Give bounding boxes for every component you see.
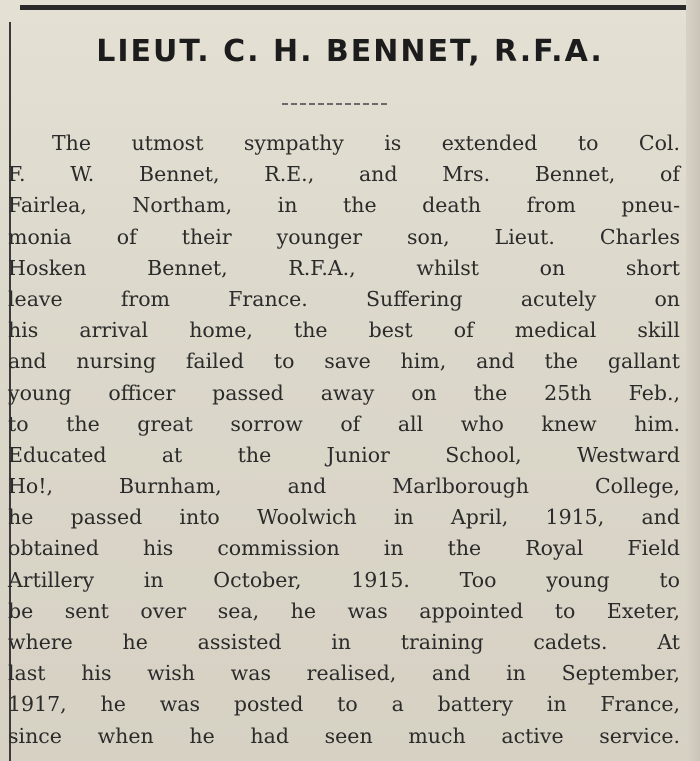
- article-line: to the great sorrow of all who knew him.: [8, 411, 680, 436]
- paper-edge: [686, 0, 700, 761]
- article-line: leave from France. Suffering acutely on: [8, 286, 680, 311]
- article-line: monia of their younger son, Lieut. Charles: [8, 224, 680, 249]
- article-line: The utmost sympathy is extended to Col.: [52, 131, 680, 155]
- article-line: Artillery in October, 1915. Too young to: [8, 567, 680, 592]
- article-line: Educated at the Junior School, Westward: [8, 442, 680, 467]
- article-line: F. W. Bennet, R.E., and Mrs. Bennet, of: [8, 162, 680, 187]
- article-line: obtained his commission in the Royal Field: [8, 536, 680, 561]
- article-line: be sent over sea, he was appointed to Exeter,: [8, 598, 680, 623]
- article-line: his arrival home, the best of medical skill: [8, 318, 680, 343]
- article-line: and nursing failed to save him, and the gallant: [8, 349, 680, 374]
- article-line: last his wish was realised, and in September,: [8, 661, 680, 686]
- article-line: where he assisted in training cadets. At: [8, 630, 680, 654]
- article-body: [8, 128, 680, 752]
- article-line: 1917, he was posted to a battery in France,: [8, 692, 680, 717]
- article-line: he passed into Woolwich in April, 1915, and: [8, 505, 680, 530]
- article-line: Hosken Bennet, R.F.A., whilst on short: [8, 255, 680, 280]
- article-line: since when he had seen much active service.: [8, 723, 680, 748]
- top-column-rule: [20, 5, 686, 10]
- article-headline: LIEUT. C. H. BENNET, R.F.A.: [96, 34, 604, 69]
- article-line: young officer passed away on the 25th Feb.,: [8, 380, 680, 405]
- headline-divider: [282, 103, 388, 105]
- article-line: Fairlea, Northam, in the death from pneu-: [8, 193, 680, 218]
- article-line: Ho!, Burnham, and Marlborough College,: [8, 474, 680, 499]
